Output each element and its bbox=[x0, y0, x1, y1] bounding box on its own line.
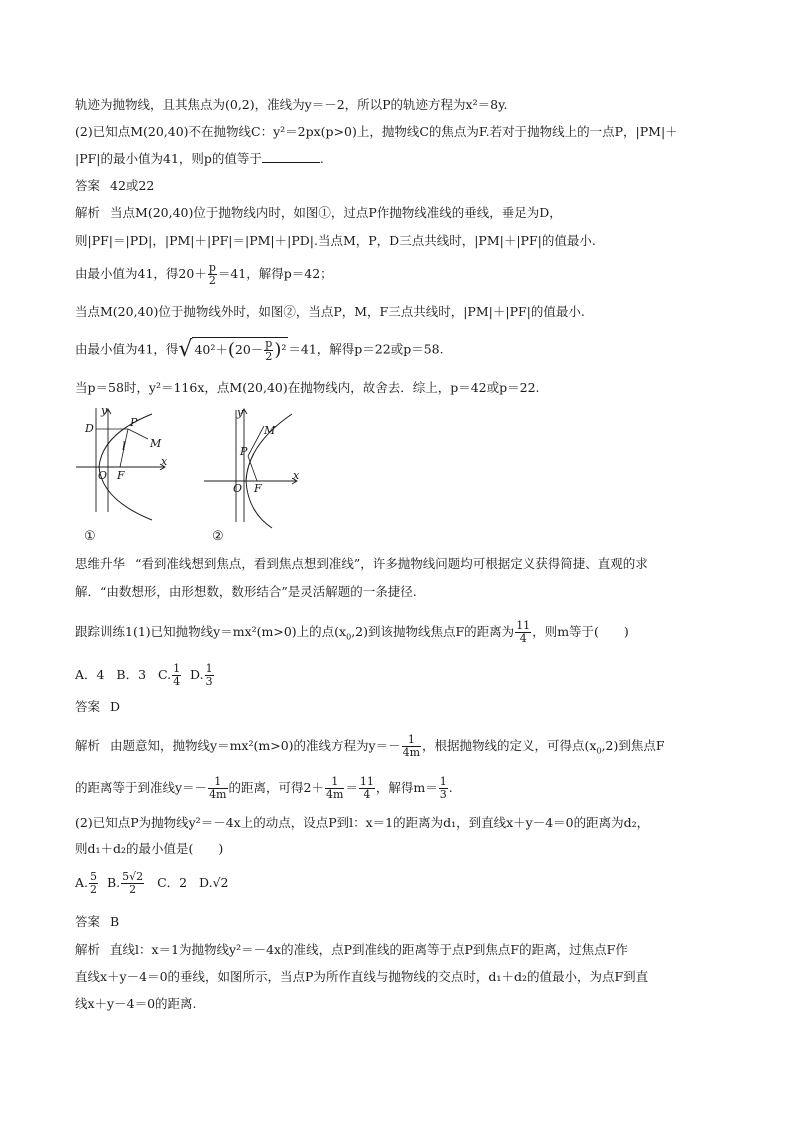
figure-caption: ② bbox=[212, 529, 224, 544]
numerator: 1 bbox=[208, 776, 227, 789]
denominator: 4 bbox=[519, 632, 527, 645]
sqrt-sign: √ bbox=[178, 337, 193, 362]
option-b: B．3 bbox=[116, 667, 147, 682]
fraction bbox=[402, 734, 421, 759]
paren-open: ( bbox=[227, 339, 235, 361]
label-m: M bbox=[264, 424, 276, 437]
label-p: P bbox=[130, 416, 138, 429]
label-x: x bbox=[293, 469, 300, 482]
fraction bbox=[208, 262, 217, 287]
numerator: p bbox=[208, 261, 216, 274]
exercise-text: ,2)到该抛物线焦点F的距离为 bbox=[351, 624, 515, 639]
label-o: O bbox=[98, 469, 108, 482]
numerator: 1 bbox=[173, 662, 181, 675]
denominator: 3 bbox=[439, 788, 447, 801]
denominator: 4 bbox=[173, 675, 181, 688]
subscript: 0 bbox=[346, 632, 352, 642]
explanation-text: 由题意知，抛物线y＝mx²(m>0)的准线方程为y＝－ bbox=[110, 738, 401, 753]
label-f: F bbox=[254, 482, 262, 495]
numerator: 1 bbox=[402, 734, 421, 747]
question-2-line-2 bbox=[75, 150, 324, 167]
formula-text: ＝41，解得p＝42； bbox=[217, 266, 333, 281]
radicand bbox=[192, 337, 288, 363]
numerator: 1 bbox=[439, 775, 447, 788]
numerator: 1 bbox=[325, 776, 344, 789]
segment-pm bbox=[128, 429, 148, 439]
explanation-row bbox=[75, 942, 628, 958]
subscript: 0 bbox=[596, 746, 602, 756]
segment-pf bbox=[248, 456, 257, 481]
formula-text: . bbox=[448, 780, 453, 795]
label-y: y bbox=[237, 406, 244, 419]
formula-text: ，解得m＝ bbox=[375, 780, 438, 795]
question-2-line-1: (2)已知点M(20,40)不在抛物线C：y²＝2px(p>0)上，抛物线C的焦点为F.若对于抛物线上的一点P，|PM|＋ bbox=[75, 124, 678, 139]
formula-text: ＝ bbox=[345, 780, 358, 795]
label-y: y bbox=[101, 404, 108, 417]
explanation-label: 解析 bbox=[75, 205, 101, 220]
numerator: 5 bbox=[90, 870, 98, 883]
answer-label: 答案 bbox=[75, 178, 101, 193]
explanation-line: 则|PF|＝|PD|，|PM|＋|PF|＝|PM|＋|PD|.当点M，P，D三点共线时，|PM|＋|PF|的值最小. bbox=[75, 233, 596, 248]
label-d: D bbox=[85, 422, 94, 435]
explanation-label: 解析 bbox=[75, 738, 101, 753]
fraction bbox=[121, 871, 144, 896]
fraction bbox=[325, 776, 344, 801]
option-c: C．2 bbox=[157, 875, 188, 890]
fraction bbox=[208, 776, 227, 801]
option-a: A．4 bbox=[75, 667, 105, 682]
formula-text: 的距离等于到准线y＝－ bbox=[75, 780, 208, 795]
option-d: D. bbox=[199, 875, 213, 890]
small-label: l bbox=[122, 440, 126, 453]
option-a: A. bbox=[75, 875, 89, 890]
denominator: 4m bbox=[209, 788, 227, 801]
label-o: O bbox=[233, 482, 243, 495]
explanation-text: 当点M(20,40)位于抛物线内时，如图①，过点P作抛物线准线的垂线，垂足为D， bbox=[110, 205, 562, 220]
explanation-row bbox=[75, 734, 665, 760]
exercise-text: ，则m等于( ) bbox=[532, 624, 629, 639]
answer-row bbox=[75, 699, 120, 715]
answer-value: D bbox=[110, 699, 121, 714]
summary-text: “看到准线想到焦点，看到焦点想到准线”，许多抛物线问题均可根据定义获得简捷、直观的求 bbox=[135, 556, 648, 571]
explanation-row bbox=[75, 205, 562, 221]
label-m: M bbox=[150, 437, 162, 450]
answer-value: 42或22 bbox=[110, 178, 155, 193]
denominator: 4 bbox=[363, 788, 371, 801]
summary-line: 解．“由数想形，由形想数，数形结合”是灵活解题的一条捷径. bbox=[75, 584, 417, 599]
explanation-line: 直线x＋y－4＝0的垂线，如图所示，当点P为所作直线与抛物线的交点时，d₁＋d₂的值最小，为点F到直 bbox=[75, 969, 649, 984]
denominator: 3 bbox=[205, 675, 213, 688]
fraction bbox=[205, 663, 214, 688]
numerator: 11 bbox=[516, 619, 531, 632]
option-d: D. bbox=[190, 667, 204, 682]
radicand-text: 20－ bbox=[234, 342, 264, 357]
option-d-value: √2 bbox=[212, 875, 229, 890]
option-b: B. bbox=[106, 875, 121, 890]
answer-blank bbox=[262, 150, 320, 163]
denominator: 4m bbox=[402, 746, 421, 759]
explanation-line: 当p＝58时，y²＝116x，点M(20,40)在抛物线内，故舍去．综上，p＝42或p＝22. bbox=[75, 380, 540, 395]
answer-label: 答案 bbox=[75, 699, 101, 714]
denominator: 4m bbox=[325, 788, 344, 801]
exercise-text: 跟踪训练1(1)已知抛物线y＝mx²(m>0)上的点(x bbox=[75, 624, 347, 639]
explanation-text: 直线l：x＝1为抛物线y²＝－4x的准线，点P到准线的距离等于点P到焦点F的距离，过焦点F作 bbox=[110, 942, 628, 957]
formula-text: 由最小值为41，得 bbox=[75, 341, 179, 357]
question-text: |PF|的最小值为41，则p的值等于 bbox=[75, 151, 262, 166]
options-row bbox=[75, 663, 215, 688]
explanation-text: ,2)到焦点F bbox=[601, 738, 665, 753]
paren-close: ) bbox=[274, 339, 282, 361]
figure-caption: ① bbox=[84, 529, 96, 544]
label-x: x bbox=[161, 455, 168, 468]
fraction bbox=[172, 663, 181, 688]
options-row bbox=[75, 871, 229, 896]
period: . bbox=[319, 151, 324, 166]
summary-row bbox=[75, 556, 648, 572]
radicand-text: 40²＋ bbox=[194, 342, 228, 357]
summary-label: 思维升华 bbox=[75, 556, 126, 571]
formula-text: ＝41，解得p＝22或p＝58. bbox=[288, 341, 444, 357]
figure-2-parabola bbox=[200, 404, 310, 544]
numerator: 11 bbox=[359, 775, 374, 788]
answer-label: 答案 bbox=[75, 914, 101, 929]
answer-row bbox=[75, 914, 119, 930]
answer-row bbox=[75, 178, 154, 194]
formula-text: 由最小值为41，得20＋ bbox=[75, 266, 207, 281]
figure-1-parabola bbox=[72, 404, 172, 544]
denominator: 2 bbox=[129, 883, 137, 896]
label-p: P bbox=[240, 445, 248, 458]
numerator: 1 bbox=[205, 662, 213, 675]
numerator: p bbox=[265, 337, 273, 350]
text-line: 轨迹为抛物线，且其焦点为(0,2)，准线为y＝－2，所以P的轨迹方程为x²＝8y. bbox=[75, 97, 508, 112]
fraction bbox=[264, 338, 273, 363]
question-2b-line-1: (2)已知点P为抛物线y²＝－4x上的动点，设点P到l：x＝1的距离为d₁，到直线x＋y－4＝0的距离为d₂， bbox=[75, 815, 650, 830]
explanation-formula-line bbox=[75, 337, 444, 363]
explanation-formula-line bbox=[75, 262, 333, 287]
exercise-1-line bbox=[75, 620, 629, 646]
explanation-label: 解析 bbox=[75, 942, 101, 957]
fraction bbox=[359, 776, 375, 801]
fraction bbox=[515, 620, 531, 645]
explanation-line: 当点M(20,40)位于抛物线外时，如图②，当点P，M，F三点共线时，|PM|＋|PF|的值最小. bbox=[75, 304, 585, 319]
label-f: F bbox=[117, 469, 125, 482]
numerator: 5√2 bbox=[122, 870, 144, 883]
explanation-text: ，根据抛物线的定义，可得点(x bbox=[422, 738, 597, 753]
question-2b-line-2: 则d₁＋d₂的最小值是( ) bbox=[75, 841, 224, 856]
denominator: 2 bbox=[208, 274, 216, 287]
explanation-formula-line bbox=[75, 776, 453, 801]
answer-value: B bbox=[110, 914, 120, 929]
formula-text: 的距离，可得2＋ bbox=[228, 780, 324, 795]
denominator: 2 bbox=[90, 883, 98, 896]
radicand-text: ² bbox=[281, 342, 287, 357]
option-c: C. bbox=[157, 667, 172, 682]
fraction bbox=[439, 776, 448, 801]
denominator: 2 bbox=[265, 350, 273, 363]
fraction bbox=[89, 871, 98, 896]
explanation-line: 线x＋y－4＝0的距离. bbox=[75, 996, 197, 1011]
